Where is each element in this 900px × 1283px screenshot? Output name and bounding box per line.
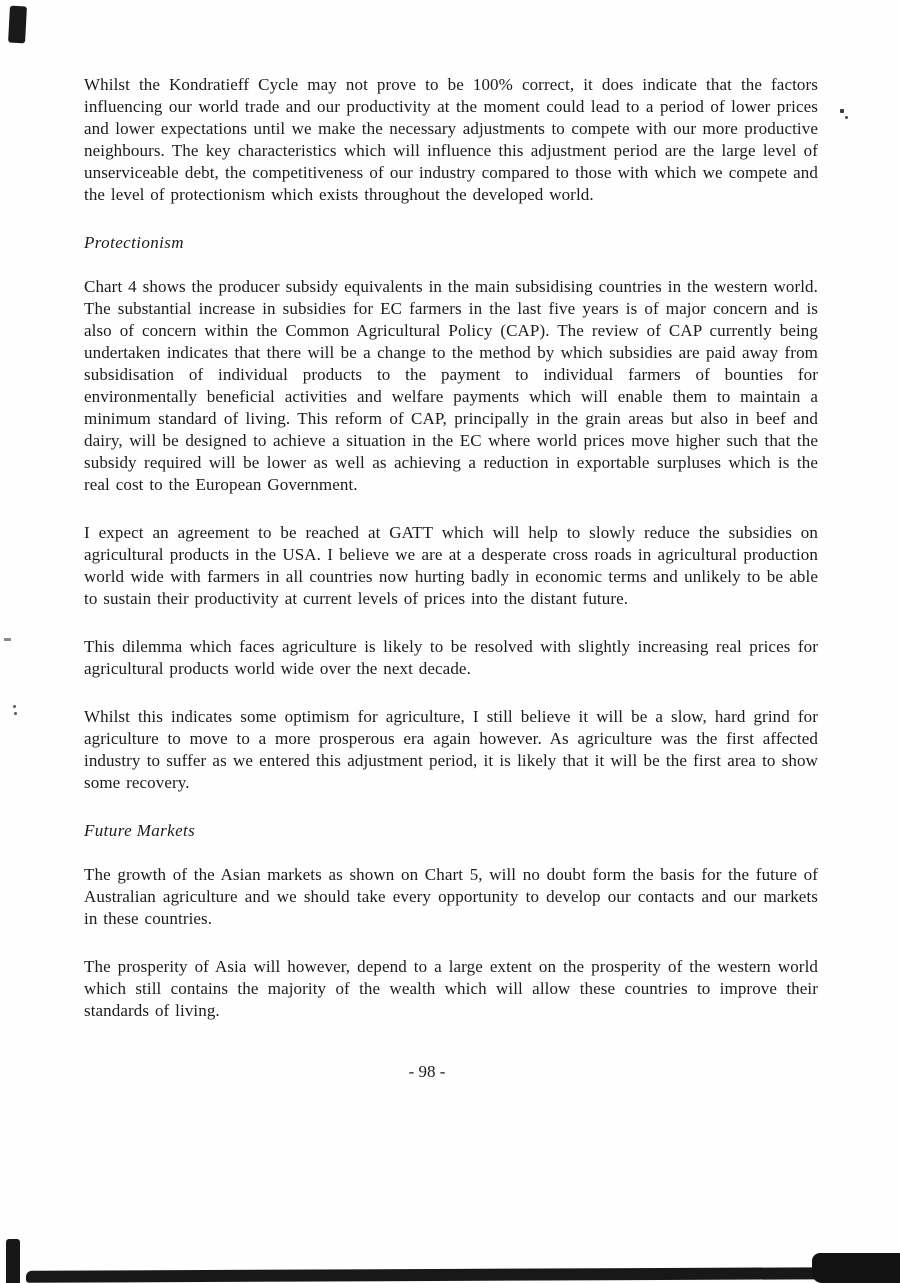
scan-speck-left-margin <box>4 638 11 641</box>
scan-speck-left-colon <box>14 712 17 715</box>
paragraph-kondratieff-cycle: Whilst the Kondratieff Cycle may not prove to be 100% correct, it does indicate that the factors influencing our world trade and our productivity at the moment could lead to a period of lower prices and lower expectations until we make the necessary adjustments to compete with our more productive neighbours. The key characteristics which will influence this adjustment period are the large level of unserviceable debt, the competitiveness of our industry compared to those with which we compete and the level of protectionism which exists throughout the developed world. <box>84 75 818 204</box>
scan-speck-left-colon <box>13 705 16 708</box>
scan-speck-right-margin <box>840 109 844 113</box>
document-body <box>84 0 818 1083</box>
paragraph-prosperity-of-asia: The prosperity of Asia will however, depend to a large extent on the prosperity of the western world which still contains the majority of the wealth which will allow these countries to improve their standards of living. <box>84 957 818 1020</box>
paragraph-gatt-agreement: I expect an agreement to be reached at GATT which will help to slowly reduce the subsidies on agricultural products in the USA. I believe we are at a desperate cross roads in agricultural production world wide with farmers in all countries now hurting badly in economic terms and unlikely to be able to sustain their productivity at current levels of prices into the distant future. <box>84 523 818 608</box>
paragraph-dilemma: This dilemma which faces agriculture is likely to be resolved with slightly increasing real prices for agricultural products world wide over the next decade. <box>84 637 818 678</box>
section-heading-protectionism: Protectionism <box>84 233 184 252</box>
scan-speck-right-margin <box>845 116 848 119</box>
scan-mark-bottom-left <box>6 1239 20 1283</box>
page-number: - 98 - <box>408 1062 446 1081</box>
paragraph-optimism: Whilst this indicates some optimism for agriculture, I still believe it will be a slow, hard grind for agriculture to move to a more prosperous era again however. As agriculture was the first affected industry to suffer as we entered this adjustment period, it is likely that it will be the first area to show some recovery. <box>84 707 818 792</box>
scan-mark-top-left <box>8 6 27 44</box>
section-heading-future-markets: Future Markets <box>84 821 196 840</box>
paragraph-asian-markets: The growth of the Asian markets as shown on Chart 5, will no doubt form the basis for the future of Australian agriculture and we should take every opportunity to develop our contacts and our markets in these countries. <box>84 865 818 928</box>
paragraph-chart4-subsidies: Chart 4 shows the producer subsidy equivalents in the main subsidising countries in the western world. The substantial increase in subsidies for EC farmers in the last five years is of major concern and is also of concern within the Common Agricultural Policy (CAP). The review of CAP currently being undertaken indicates that there will be a change to the method by which subsidies are paid away from subsidisation of individual products to the payment to individual farmers of bounties for environmentally beneficial activities and welfare payments which will enable them to maintain a minimum standard of living. This reform of CAP, principally in the grain areas but also in beef and dairy, will be designed to achieve a situation in the EC where world prices move higher such that the subsidy required will be lower as well as achieving a reduction in exportable surpluses which is the real cost to the European Government. <box>84 277 818 494</box>
scan-mark-bottom-edge <box>26 1267 840 1283</box>
scan-mark-bottom-right <box>812 1253 900 1283</box>
